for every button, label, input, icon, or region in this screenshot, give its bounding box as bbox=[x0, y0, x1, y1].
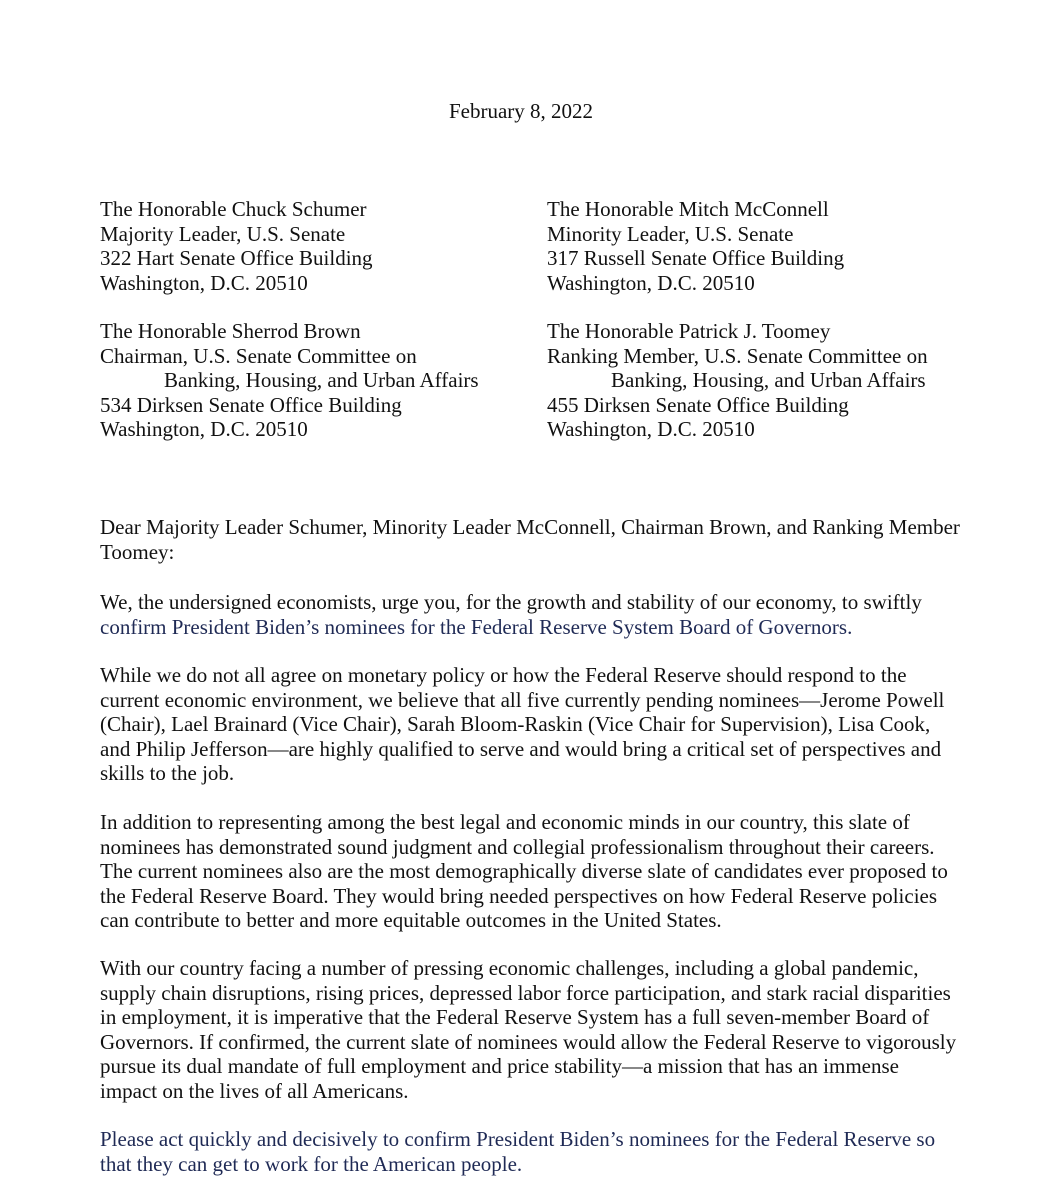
recipient-name: The Honorable Chuck Schumer bbox=[100, 197, 367, 221]
recipient-title: Majority Leader, U.S. Senate bbox=[100, 221, 346, 246]
paragraph-qualifications: In addition to representing among the best legal and economic minds in our country, this slate of nominees has demonstrated sound judgment and collegial professionalism throughout their careers. The current nominees also are the most demographically diverse slate of candidates ever proposed to the Federal Reserve Board. They would bring needed perspectives on how Federal Reserve policies can contribute to better and more equitable outcomes in the United States. bbox=[100, 810, 948, 932]
salutation: Dear Majority Leader Schumer, Minority Leader McConnell, Chairman Brown, and Ranking Member Toomey: bbox=[100, 515, 960, 564]
recipient-name: The Honorable Mitch McConnell bbox=[547, 197, 829, 221]
recipient-city: Washington, D.C. 20510 bbox=[547, 270, 755, 295]
recipient-committee: Banking, Housing, and Urban Affairs bbox=[164, 368, 479, 392]
recipient-title: Minority Leader, U.S. Senate bbox=[547, 221, 794, 246]
recipient-city: Washington, D.C. 20510 bbox=[100, 270, 308, 295]
paragraph-urge-tail: confirm President Biden’s nominees for the Federal Reserve System Board of Governors. bbox=[100, 614, 853, 639]
recipient-name: The Honorable Sherrod Brown bbox=[100, 319, 361, 343]
paragraph-nominees: While we do not all agree on monetary policy or how the Federal Reserve should respond to the current economic environment, we believe that all five currently pending nominees—Jerome Powell (Chair), Lael Brainard (Vice Chair), Sarah Bloom-Raskin (Vice Chair for Supervision), Lisa Cook, and Philip Jefferson—are highly qualified to serve and would bring a critical set of perspectives and skills to the job. bbox=[100, 663, 945, 785]
recipient-address: 322 Hart Senate Office Building bbox=[100, 246, 373, 270]
recipient-address: 317 Russell Senate Office Building bbox=[547, 246, 845, 270]
letter-date: February 8, 2022 bbox=[448, 99, 594, 123]
recipient-mcconnell bbox=[547, 197, 844, 295]
recipient-name: The Honorable Patrick J. Toomey bbox=[547, 319, 831, 343]
paragraph-closing: Please act quickly and decisively to confirm President Biden’s nominees for the Federal Reserve so that they can get to work for the American people. bbox=[100, 1127, 936, 1176]
recipient-committee: Banking, Housing, and Urban Affairs bbox=[611, 368, 926, 392]
recipient-city: Washington, D.C. 20510 bbox=[100, 417, 308, 441]
recipient-city: Washington, D.C. 20510 bbox=[547, 417, 755, 441]
recipient-title: Ranking Member, U.S. Senate Committee on bbox=[547, 343, 928, 368]
recipient-address: 455 Dirksen Senate Office Building bbox=[547, 392, 849, 417]
recipient-brown bbox=[100, 319, 479, 442]
paragraph-challenges: With our country facing a number of pressing economic challenges, including a global pandemic, supply chain disruptions, rising prices, depressed labor force participation, and stark racial disparities in employment, it is imperative that the Federal Reserve System has a full seven-member Board of Governors. If confirmed, the current slate of nominees would allow the Federal Reserve to vigorously pursue its dual mandate of full employment and price stability—a mission that has an immense impact on the lives of all Americans. bbox=[100, 956, 957, 1103]
paragraph-urge bbox=[100, 590, 960, 639]
paragraph-urge-lead: We, the undersigned economists, urge you, for the growth and stability of our economy, to swiftly bbox=[100, 590, 922, 614]
recipient-title: Chairman, U.S. Senate Committee on bbox=[100, 343, 417, 368]
recipient-address: 534 Dirksen Senate Office Building bbox=[100, 392, 402, 417]
recipient-toomey bbox=[547, 319, 928, 442]
recipient-schumer bbox=[100, 197, 373, 295]
